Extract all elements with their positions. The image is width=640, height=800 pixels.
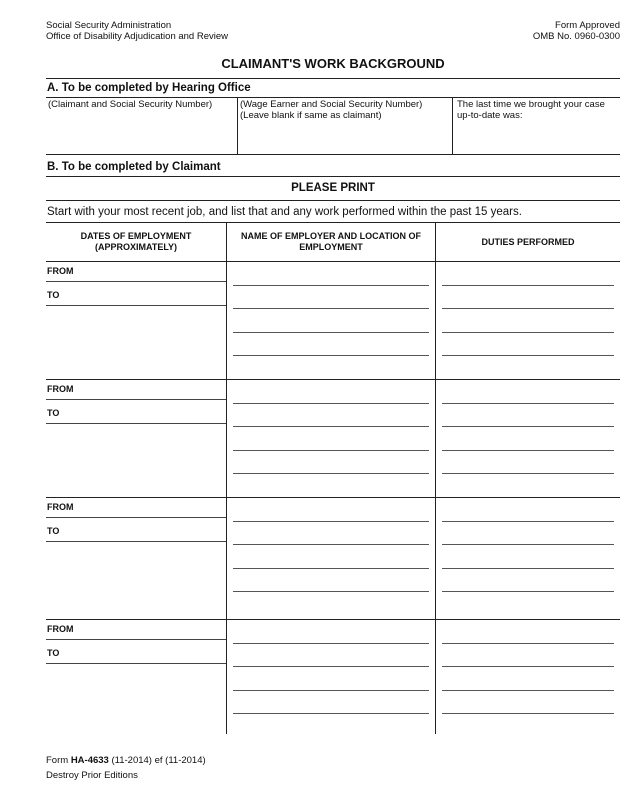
to-date-field[interactable]: TO [46, 282, 226, 306]
job-entry-row [46, 380, 620, 498]
form-revision: (11-2014) ef (11-2014) [108, 755, 206, 766]
agency-name: Social Security Administration [46, 20, 172, 31]
omb-number: OMB No. 0960-0300 [532, 31, 620, 42]
entry-line[interactable] [233, 427, 429, 451]
job-entry-row [46, 498, 620, 620]
entry-line[interactable] [233, 545, 429, 569]
section-a-heading: A. To be completed by Hearing Office [47, 82, 251, 94]
entry-line[interactable] [233, 522, 429, 546]
duties-column-header: DUTIES PERFORMED [436, 223, 621, 262]
entry-line[interactable] [442, 644, 614, 668]
entry-line[interactable] [442, 286, 614, 310]
entry-line[interactable] [233, 620, 429, 644]
entry-line[interactable] [233, 262, 429, 286]
form-number: HA-4633 [70, 755, 109, 766]
entry-line[interactable] [442, 380, 614, 404]
employer-cell [227, 620, 436, 734]
entry-line[interactable] [442, 262, 614, 286]
form-header [46, 20, 620, 42]
please-print-banner: PLEASE PRINT [46, 176, 620, 201]
from-date-field[interactable]: FROM [46, 380, 226, 400]
entry-line[interactable] [233, 644, 429, 668]
entry-line[interactable] [233, 309, 429, 333]
entry-line[interactable] [442, 620, 614, 644]
work-history-table [46, 222, 620, 734]
from-date-field[interactable]: FROM [46, 620, 226, 640]
entry-line[interactable] [442, 498, 614, 522]
dates-cell [46, 380, 227, 498]
job-entry-row [46, 620, 620, 734]
dates-cell [46, 620, 227, 734]
dates-cell [46, 498, 227, 620]
entry-line[interactable] [233, 667, 429, 691]
section-a [46, 78, 620, 155]
case-update-date-field[interactable]: The last time we brought your case up-to-date was: [457, 99, 605, 121]
entry-line[interactable] [233, 451, 429, 475]
employer-cell [227, 380, 436, 498]
duties-cell [436, 380, 621, 498]
duties-cell [436, 620, 621, 734]
entry-line[interactable] [233, 380, 429, 404]
entry-line[interactable] [233, 691, 429, 715]
form-id [46, 753, 206, 768]
approval-status: Form Approved [555, 20, 620, 31]
entry-line[interactable] [233, 498, 429, 522]
section-b-heading: B. To be completed by Claimant [47, 161, 221, 173]
entry-line[interactable] [442, 309, 614, 333]
entry-line[interactable] [233, 333, 429, 357]
entry-line[interactable] [442, 522, 614, 546]
employer-cell [227, 262, 436, 380]
dates-cell [46, 262, 227, 380]
entry-line[interactable] [442, 451, 614, 475]
form-footer [46, 753, 206, 783]
job-entry-row [46, 262, 620, 380]
section-b [46, 158, 620, 222]
duties-cell [436, 498, 621, 620]
entry-line[interactable] [442, 691, 614, 715]
editions-note: Destroy Prior Editions [46, 770, 138, 781]
duties-cell [436, 262, 621, 380]
office-name: Office of Disability Adjudication and Review [46, 31, 229, 42]
wage-earner-ssn-field[interactable]: (Wage Earner and Social Security Number) (Leave blank if same as claimant) [238, 98, 453, 154]
form-title: CLAIMANT'S WORK BACKGROUND [221, 56, 445, 71]
form-prefix: Form [46, 755, 71, 766]
entry-line[interactable] [442, 404, 614, 428]
to-date-field[interactable]: TO [46, 640, 226, 664]
entry-line[interactable] [442, 545, 614, 569]
entry-line[interactable] [233, 286, 429, 310]
to-date-field[interactable]: TO [46, 400, 226, 424]
dates-column-header: DATES OF EMPLOYMENT (APPROXIMATELY) [46, 223, 227, 262]
entry-line[interactable] [233, 569, 429, 593]
entry-line[interactable] [442, 427, 614, 451]
section-a-fields [46, 97, 620, 155]
entry-line[interactable] [442, 667, 614, 691]
entry-line[interactable] [442, 333, 614, 357]
entry-line[interactable] [442, 569, 614, 593]
from-date-field[interactable]: FROM [46, 262, 226, 282]
employer-column-header: NAME OF EMPLOYER AND LOCATION OF EMPLOYMENT [227, 223, 436, 262]
entry-line[interactable] [233, 404, 429, 428]
claimant-ssn-field[interactable]: (Claimant and Social Security Number) [46, 98, 238, 154]
employer-cell [227, 498, 436, 620]
form-page [46, 20, 620, 734]
to-date-field[interactable]: TO [46, 518, 226, 542]
from-date-field[interactable]: FROM [46, 498, 226, 518]
instructions: Start with your most recent job, and list that and any work performed within the past 15 years. [47, 206, 522, 218]
